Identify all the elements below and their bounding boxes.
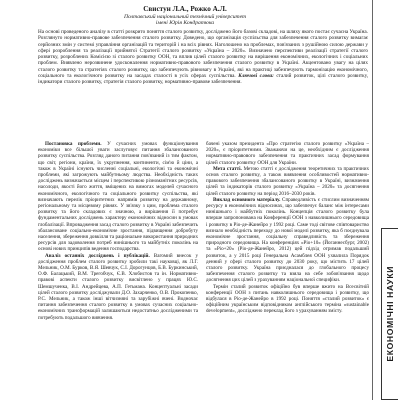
article-abstract bbox=[38, 29, 368, 135]
analysis-heading: Аналіз останніх досліджень і публікацій. bbox=[45, 252, 150, 259]
goal-heading: Мета статті. bbox=[213, 165, 242, 172]
intro-text: У сучасних умовах функціонування економіки все більшої уваги заслуговує питання збалансованого розвитку суспільства. Розгляд даного питання пов'язаний із тим фактом, що світ, регіони, країни, їх укрупнення, континенти, сім'ю й ціни, а також в Україні існують численні соціальні, екологічні та економічні проблеми, які загрожують майбутньому людства. Необхідність таких досліджень визначається місцем і перспективою різноманітних ресурсів, насолоди, якості його життя, вміщених на вимогах моделей сучасного економічного, екологічного та соціального розвитку суспільства, які визначають перелік пріоритетних напрямів розвитку на державному, регіональному та місцевому рівнях. У зв'язку з цим, проблема сталого розвитку та його складових є значною, а вирішення її потребує фундаментальних досліджень характеру економічних відносин в умовах глобалізації. Впровадження засад сталого розвитку в Україні забезпечить збалансоване соціально-економічне зростання, підвищення добробуту населення, збереження довкілля та раціональне використання природних ресурсів для задоволення потреб нинішнього та майбутніх поколінь на основі нових принципів ведення господарства. bbox=[38, 141, 198, 253]
body-column-left bbox=[38, 141, 198, 400]
affiliation-line-1: Полтавський національний технічний університет bbox=[123, 14, 247, 20]
analysis-text: Вагомий внесок у дослідження проблем сталого розвитку зробили такі науковці, як Л.Г. Мельник, О.М. Бурков, В.Я. Шевчук, С.І. Дорогунцов, Б.В. Буркинський, О.Ф. Балацький, В.М. Трегобчук, Є.В. Хлобистов та ін. Нормативно-правові аспекти сталого розвитку висвітлено у працях Ю.С. Шемшученка, В.І. Андрейцева, А.П. Гетьмана. Концептуальні засади цілей сталого розвитку досліджували Д.О. Захарченко, О.В. Прокопенко, Р.С. Мельник, а також інші вітчизняні та зарубіжні вчені. Водночас питання забезпечення сталого розвитку в умовах сучасних соціально-економічних трансформацій залишаються недостатньо дослідженими та потребують подальшого вивчення. bbox=[38, 252, 198, 321]
keywords-text: сталий розвиток, цілі сталого розвитку, індикатори сталого розвитку, стратегія сталого розвитку, нормативно-правове забезпечення. bbox=[38, 72, 368, 85]
author-affiliation bbox=[0, 14, 370, 27]
abstract-text: На основі проведеного аналізу в статті розкрито поняття сталого розвитку, досліджено його базові складові, на шляху якого постає сучасна Україна. Розглянуто нормативно-правове забезпечення сталого розвитку. Доведено, що організація суспільства для забезпечення сталого розвитку вимагає серйозних змін у системі управління організацій та територій і на всіх рівнях. Наголошено на проблемах, пов'язаних з рушійною силою держави у сфері розроблення та реалізації прийнятої Стратегії сталого розвитку «Україна – 2020». Визначено перспективи реалізації стратегії сталого розвитку, розроблених Комісією зі сталого розвитку ООН, та вплив цілей сталого розвитку на вирішення економічних, екологічних і соціальних проблем. Виявлено нерозвинене удосконалення нормативно-правового забезпечення сталого розвитку в Україні. Акцентовано увагу на цілях сталого розвитку та стратегіях сталого розвитку, що забезпечують рівновагу в Україні, які на практиці забезпечують гармонізацію економічного, соціального та екологічного розвитку на засадах сталості в усіх сферах суспільства. bbox=[38, 29, 368, 79]
affiliation-line-2: імені Юрія Кондратюка bbox=[155, 20, 215, 27]
main-text: Справедливість є стислим визначенням ресурсу в економічних відносинах, що забезпечує баланс між інтересами нинішнього і майбутніх поколінь. Концепція сталого розвитку була вперше запропонована на Конференції ООН з навколишнього середовища і розвитку в Ріо-де-Жанейро у 1992 році. Саме тоді світове співтовариство визнало необхідність переходу до нової моделі розвитку, яка б поєднувала економічне зростання, соціальну справедливість та збереження природного середовища. На конференціях «Ріо+10» (Йоганнесбург, 2002) та «Ріо+20» (Ріо-де-Жанейро, 2012) цей підхід отримав подальший розвиток, а у 2015 році Генеральна Асамблея ООН ухвалила Порядок денний у сфері сталого розвитку до 2030 року, що містить 17 цілей сталого розвитку. Україна приєдналася до глобального процесу забезпечення сталого розвитку та взяла на себе зобов'язання щодо досягнення цих цілей з урахуванням національної специфіки. bbox=[206, 196, 369, 284]
intro-paragraph bbox=[38, 141, 198, 253]
main-paragraph bbox=[206, 197, 369, 284]
body-column-right bbox=[206, 141, 369, 400]
section-sidebar-tab bbox=[381, 228, 398, 400]
term-paragraph: Термін сталий розвиток офіційно був вперше вжито на Всесвітній конференції ООН з питань навколишнього середовища і розвитку, що відбулася в Ріо-де-Жанейро в 1992 році. Поняття «сталий розвиток» є офіційним українським відповідником англійського терміна «sustainable development», досліджено переклад його з урахуванням змісту. bbox=[206, 283, 369, 315]
section-sidebar-label: ЕКОНОМІЧНІ НАУКИ bbox=[385, 266, 395, 362]
article-authors: Свистун Л.А., Рожко А.Л. bbox=[143, 5, 227, 13]
margin-rule bbox=[372, 0, 373, 400]
keywords-label: Ключові слова: bbox=[238, 72, 274, 79]
analysis-paragraph bbox=[38, 253, 198, 321]
goal-text: Метою статті є дослідження теоретичних та практичних основ сталого розвитку, а також виявлення особливостей нормативно-правового забезпечення збалансованого розвитку в Україні, визначення цілей та індикаторів сталого розвитку «Україна – 2020» та досягнення цілей сталого розвитку на період 2016–2030 років. bbox=[206, 165, 369, 197]
intro-heading: Постановка проблеми. bbox=[45, 141, 102, 147]
continued-paragraph: бачені указом президента «Про стратегію сталого розвитку «Україна – 2020», є пріоритетними. Зважаючи на це, необхідним є дослідження нормативно-правового забезпечення та практичних засад формування цілей сталого розвитку ООН для України. bbox=[206, 141, 369, 166]
goal-paragraph bbox=[206, 166, 369, 197]
main-heading: Виклад основного матеріалу. bbox=[213, 196, 281, 203]
